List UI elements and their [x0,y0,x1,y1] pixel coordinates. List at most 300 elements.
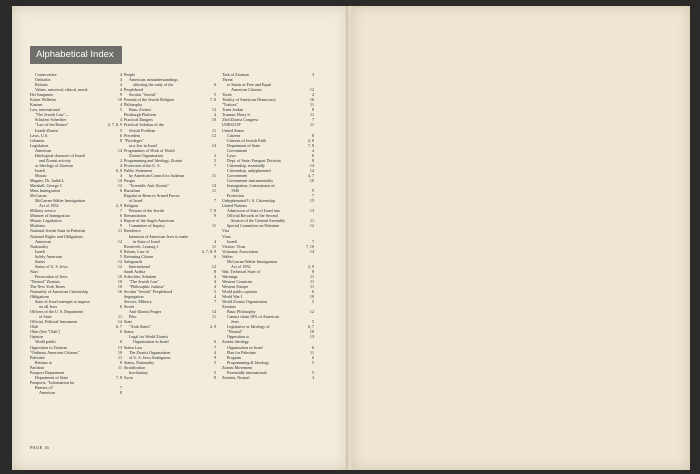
index-term: Soviet [124,304,135,310]
index-page-ref: 11 [212,223,216,229]
index-page-ref: 11 [118,354,122,360]
index-term: Government [227,147,248,153]
index-term: Permits of the Jewish Religion [124,97,175,103]
index-term: World Zionist Organization [222,299,268,305]
index-page-ref: 7 [213,344,216,350]
index-term: Legislative or Ideology of [227,324,270,330]
index-term: Official Records of the Second [227,213,278,219]
index-page-ref: 14 [211,309,216,315]
index-column-3 [222,72,314,380]
index-term: Cannot claim 10% of American [227,314,279,320]
index-page-ref: 5 [213,369,216,375]
index-term: Act of 1952 [231,263,251,269]
index-term: Segregation [124,294,144,300]
index-page-ref: 14 [309,248,314,254]
index-page-ref: 4 [119,77,122,83]
index-term: Involuntary [129,369,149,375]
index-term: on all Jews [39,304,58,310]
index-term: Plan for Palestine [227,349,256,355]
index-term: Stratification [124,364,146,370]
index-term: Visas [222,233,231,239]
index-term: Threat [222,77,233,83]
index-term: World public opinion [222,289,257,295]
index-term: Returns to [35,359,52,365]
index-term: Conservative [35,72,57,77]
index-term: Status Law [124,344,143,350]
index-term: Protection of the U. S. [124,162,161,168]
index-term: Organization in Israel [133,339,169,345]
index-page-ref: 6, 7 [307,324,314,330]
index-page-ref: 11 [310,218,314,224]
index-page-ref: 5 [213,359,216,365]
index-page-ref: 7, 8 [115,374,122,380]
index-page-ref: 8 [119,248,122,254]
index-page-ref: 7 [213,299,216,305]
index-term: American [39,389,56,395]
index-term: of Israel [129,198,143,204]
index-term: Values, universal, ethical, moral [35,87,88,93]
index-term: Trans Jordan [222,107,244,113]
index-term: Pittsburgh Platform [124,112,157,118]
index-page-ref: 14 [211,142,216,148]
index-term: State of Israel attempts to impose [35,299,90,305]
index-term: Truman, Harry S. [222,112,251,118]
index-term: Minister of Immigration [30,213,70,219]
index-term: Olim (See "Olah") [30,329,61,335]
index-page-ref: 6, 7 [115,324,122,330]
index-term: Syria [124,374,133,380]
index-term: Zionism [222,304,236,310]
index-page-ref: 3 [311,374,314,380]
index-page-ref: 12 [309,309,314,315]
index-page-ref: 14 [117,319,122,325]
index-page-ref: 4 [311,92,314,98]
index-term: Immigration, Commission of, [227,183,276,189]
index-term: Ideological character of Israeli [35,152,86,158]
index-term: Walter [222,253,233,259]
index-page-ref: 4 [213,349,216,355]
index-term: Citizenship, unhyphenated [227,167,271,173]
index-page-ref: 6 [311,152,314,158]
index-term: Racialism [124,188,141,194]
index-page-ref: 10 [117,97,122,103]
index-term: Status, Nationality [124,359,155,365]
index-term: Basic Zionist [129,107,151,113]
index-page-ref: 7 [213,162,216,168]
index-page-ref: 10 [309,177,314,183]
index-term: McCarran-Walter Immigration [35,198,86,204]
index-term: Opposition to Zionism [30,344,68,350]
index-term: Service, Military [124,299,152,305]
index-term: Persecution of Jews [35,273,68,279]
index-term: Mass Immigration [30,188,61,194]
index-page-ref: 5 [119,107,122,113]
index-page-ref: 6 [119,329,122,335]
index-page-ref: 4 [213,278,216,284]
index-page-ref: 12 [117,238,122,244]
index-term: Protection [227,193,244,199]
index-page-ref: 4 [119,72,122,77]
index-term: Government [227,172,248,178]
index-page-ref: 4 [119,218,122,224]
index-term: Schechter, Schulem [124,273,157,279]
index-term: American, misunderstandings [129,77,178,83]
index-term: Citizens of Jewish Faith [227,137,267,143]
index-term: American [35,147,52,153]
index-term: Status [124,329,135,335]
index-page-ref: 5 [311,359,314,365]
index-term: Totality of American Democracy [222,97,276,103]
index-page-ref: 12 [117,183,122,189]
index-page-ref: 8 [213,374,216,380]
index-term: Religion [124,203,139,209]
index-term: of State [39,314,52,320]
index-term: Returning Citizen [124,253,154,259]
index-term: "Scientific Anti-Zionist" [129,183,170,189]
index-term: Passport Department [30,369,65,375]
index-page-ref: 5 [311,319,314,325]
index-term: Torah [222,92,232,98]
index-term: Programming & Ideology [227,359,270,365]
index-page-ref: 7, 10 [305,243,314,249]
index-page-ref: 11 [212,314,216,320]
index-term: Philosophy [124,102,143,108]
page-title: Alphabetical Index [30,46,122,64]
index-page-ref: 12 [211,263,216,269]
index-term: Renunciation [124,213,146,219]
index-term: Act of 1952 [39,203,59,209]
index-page-ref: 2, 8 [307,137,314,143]
index-term: Magnes, Dr. Judah L. [30,177,66,183]
index-page-ref: 5 [213,92,216,98]
index-page-ref: 4 [213,283,216,289]
index-page-ref: 11 [310,273,314,279]
index-term: Warnings [222,273,238,279]
index-term: Normality of American Citizenship [30,289,88,295]
index-term: Official, Political Instrument [30,319,78,325]
index-page-ref: 3 [311,72,314,77]
index-page-ref: 16 [117,289,122,295]
index-term: Dept. of State, Passport Division [227,157,281,163]
index-term: International [129,263,150,269]
index-page-ref: 8 [311,107,314,113]
index-term: Bloc [129,314,137,320]
index-page-ref: 7 [311,193,314,199]
index-page-ref: 11 [310,278,314,284]
index-column-1 [30,72,122,395]
index-term: Persons of the Jewish [129,208,165,214]
index-page-ref: 8 [213,268,216,274]
index-page-ref: 11 [212,127,216,133]
index-term: or Ideology of Zionism [35,162,74,168]
index-term: "Arab States" [129,324,152,330]
index-page-ref: 12 [309,87,314,93]
index-term: "Traitors" [222,102,239,108]
index-term: Report of the Anglo-American [124,218,175,224]
index-page-ref: 14 [117,147,122,153]
index-term: Nationality [30,243,49,249]
index-page-ref: 7 [311,117,314,123]
index-page-ref: 4 [213,238,216,244]
index-term: Military service [30,208,57,214]
index-page-ref: 6 [213,339,216,345]
index-term: Basic Philosophy [227,309,256,315]
index-term: Roosevelt, Leasing J. [124,243,160,249]
index-term: Task of Zionism [222,72,249,77]
index-page-ref: 4 [213,273,216,279]
index-term: Zionist Organization [129,152,163,158]
index-page-ref: 4 [213,112,216,118]
index-page-ref: 6 [213,82,216,88]
index-page-ref: 7 [311,238,314,244]
index-page-ref: 12 [309,223,314,229]
index-page-ref: 6 [119,339,122,345]
index-term: of U. S. Jews Ambiguous [129,354,171,360]
index-page-ref: 6 [311,289,314,295]
index-term: State [124,319,133,325]
index-term: Voluntary Association [222,248,259,254]
index-page-ref: 14 [309,167,314,173]
index-term: Israeli [35,167,46,173]
index-page-ref: 9 [311,188,314,194]
index-page-ref: 11 [212,188,216,194]
index-page-ref: 4 [119,117,122,123]
index-term: Saudi Arabia [124,268,146,274]
index-page-ref: 14 [309,162,314,168]
index-page-ref: 7, 8 [209,208,216,214]
index-page-ref: 2, 9 [209,324,216,330]
index-page-ref: 6 [311,354,314,360]
index-term: United Nations [222,203,247,209]
index-page-ref: 2 [119,157,122,163]
index-page-ref: 8 [311,268,314,274]
index-term: in State of Israel [133,238,160,244]
index-page-ref: 9 [119,92,122,98]
index-term: Public Statement [124,167,152,173]
index-term: 23rd Zionist Congress [222,117,259,123]
index-page-ref: 11 [118,228,122,234]
index-term: Kaiser Wilhelm [30,97,56,103]
index-term: by American Council for Judaism [129,172,185,178]
index-page-ref: 10 [309,329,314,335]
index-term: "The Jewish Law" [129,278,160,284]
index-page-ref: 2, 9 [307,263,314,269]
index-page-ref: 5 [311,369,314,375]
index-page-ref: 11 [310,122,314,128]
index-term: World War I [222,294,243,300]
index-page-ref: 7, 8 [209,97,216,103]
index-term: "Privileges" [124,137,144,143]
index-term: Practical Solution of the [124,122,164,128]
index-term: Mosaic [35,172,48,178]
index-term: Dei Sanguinis [30,92,54,98]
index-term: McCarran [30,193,47,199]
index-page-ref: 11 [118,364,122,370]
index-term: Programmes of Work of World [124,147,175,153]
index-term: Citizens [227,132,241,138]
index-page-ref: 4 [119,102,122,108]
index-term: Zionist Movement [222,364,253,370]
index-page-ref: 6 [119,304,122,310]
index-term: Special Committee on Palestine [227,223,280,229]
index-term: Practical Dangers [124,117,153,123]
index-entry [30,390,122,395]
index-page-ref: 9 [119,223,122,229]
index-term: Kastner [30,102,43,108]
index-term: Zionists, Neutral [222,374,250,380]
index-term: Orthodox [35,77,51,83]
index-term: Regular or Reserve Armed Forces [124,193,180,199]
index-term: The New York Times [30,283,66,289]
index-term: Officers of the U. S. Department [30,309,84,315]
index-term: People [124,72,136,77]
index-page-ref: 7 [213,198,216,204]
index-term: Safeguards [124,258,143,264]
index-term: War, Technical State of [222,268,261,274]
index-term: Session of the General Assembly [231,218,286,224]
index-page-ref: 5 [119,253,122,259]
index-page-ref: 5 [213,289,216,295]
index-page-ref: 9 [213,354,216,360]
index-term: American [35,238,52,244]
index-page-ref: 4, 7, 8, 9 [107,122,122,128]
index-term: Solely American [35,253,63,259]
index-page-ref: 6, 8 [115,167,122,173]
index-page-ref: 8 [119,137,122,143]
index-term: Laws, U.S. [30,132,49,138]
index-term: Government instrumentality [227,177,274,183]
index-term: Schulem Schechter [35,117,67,123]
index-page-ref: 8 [311,157,314,163]
index-term: Marshall, George C. [30,183,64,189]
index-page-ref: 13 [117,344,122,350]
index-page-ref: 6 [119,188,122,194]
index-page-ref: 11 [310,102,314,108]
index-term: Israeli [227,238,238,244]
index-term: Passports, "Information for [30,379,75,385]
index-term: Legal for World Zionist [129,334,168,340]
index-term: "Neutral" Zionists [30,278,60,284]
index-term: and Zionist activity [39,157,71,163]
index-term: Status [35,258,46,264]
index-term: Visa [222,228,230,234]
index-term: National Rights and Obligations [30,233,83,239]
index-page-ref: 13 [309,334,314,340]
index-page-ref: 7, 8 [307,142,314,148]
page-number: PAGE 16 [30,445,50,450]
index-page-ref: 3 [213,152,216,158]
index-term: affecting the unity of the [133,82,174,88]
index-entry [222,375,314,380]
index-term: Programming and Ideology, Zionist [124,157,183,163]
index-page-ref: 10 [117,273,122,279]
index-term: Secular "Jewish" Peoplehood [124,289,173,295]
index-term: Zionist ideology [222,339,249,345]
index-term: Mosaic Legislation [30,218,62,224]
index-page-ref: 6 [119,213,122,219]
index-term: "Ordinary American Citizens" [30,349,80,355]
index-page-ref: 4 [311,147,314,153]
index-term: as a Jew in Israel [129,142,157,148]
index-page-ref: 4 [119,172,122,178]
index-term: "Neutral" [227,329,243,335]
index-term: Status of U. S. Jews [35,263,68,269]
index-term: Program [227,354,242,360]
index-term: Partition [30,364,45,370]
index-term: "Philosophic Judaica" [129,283,165,289]
index-page-ref: 9 [213,213,216,219]
index-term: UNESCOP [222,122,241,128]
index-term: Jewish Problem [129,127,156,133]
index-entry [124,375,216,380]
index-page-ref: 13 [309,208,314,214]
index-term: United States [222,127,244,133]
index-page-ref: 10 [117,177,122,183]
index-page-ref: 4 [119,162,122,168]
index-page-ref: 6 [311,344,314,350]
index-page-ref: 11 [118,314,122,320]
index-term: The Zionist Organization [129,349,171,355]
index-term: 1940 [231,188,240,194]
index-term: Israeli-Zionist [35,127,59,133]
index-page-ref: 10 [117,278,122,284]
index-page-ref: 4, 7 [307,172,314,178]
index-term: to Status as Free and Equal [227,82,272,88]
index-page-ref: 8 [119,389,122,395]
index-page-ref: 7 [119,384,122,390]
index-term: National Jewish State in Palestine [30,228,86,234]
index-term: Obligations [30,294,50,300]
index-term: World public [35,339,57,345]
index-page-ref: 2, 9 [115,203,122,209]
index-page-ref: 12 [117,263,122,269]
index-term: Laws [227,152,236,158]
index-page-ref: 5 [213,157,216,163]
index-page-ref: 10 [211,117,216,123]
index-term: Peoplehood [124,87,144,93]
index-page-ref: 10 [117,283,122,289]
index-term: Department of State [227,142,260,148]
index-term: Nazi [30,268,38,274]
index-term: Visitors' Visas [222,243,246,249]
index-page-ref: 8 [119,359,122,365]
index-page-ref: 12 [211,107,216,113]
index-term: Intention of American Jews to make [129,233,189,239]
index-page-ref: 10 [117,349,122,355]
index-page-ref: 5 [311,299,314,305]
index-column-2 [124,72,216,380]
index-term: Opinion [30,334,44,340]
index-term: Opposition to [227,334,250,340]
index-term: Reform [35,82,48,88]
index-page-ref: 8 [311,132,314,138]
index-term: Organization in Israel [227,344,263,350]
index-term: Bearers of" [35,384,54,390]
index-page-ref: 6 [213,253,216,259]
index-page-ref: 16 [309,97,314,103]
index-page-ref: 10 [309,294,314,300]
index-term: Jews [231,319,239,325]
index-page-ref: 6 [119,132,122,138]
index-term: Anti-Zionist Purges [129,309,162,315]
index-term: Moslems [30,223,46,229]
index-page-ref: 5 [119,127,122,133]
index-term: Return, Law of [124,248,149,254]
index-term: American Citizens [231,87,262,93]
index-term: Olah [30,324,38,330]
index-page-ref: 11 [212,243,216,249]
index-term: Purges [124,177,136,183]
